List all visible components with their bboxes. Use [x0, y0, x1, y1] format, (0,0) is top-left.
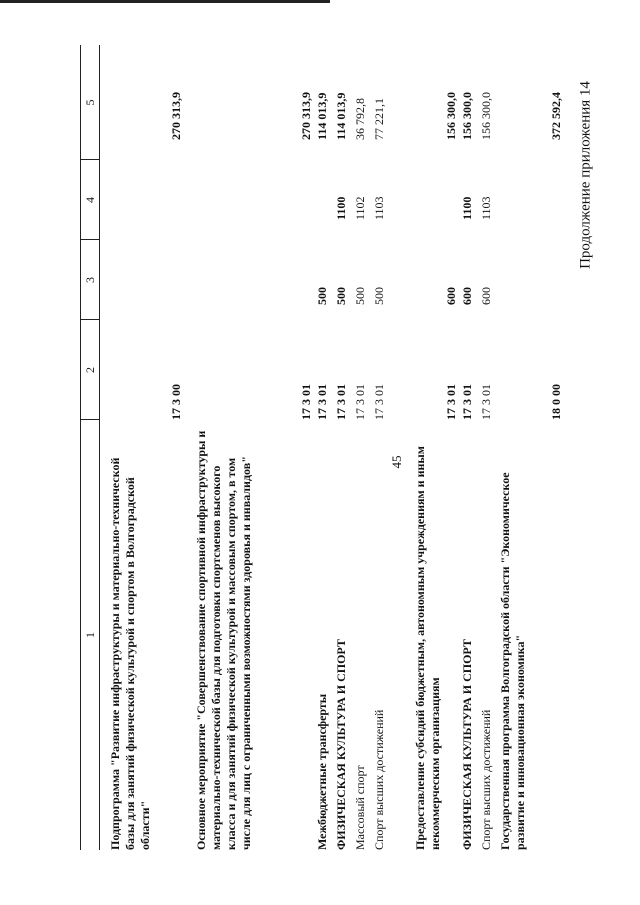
row-amount: 114 013,9 [315, 92, 329, 140]
row-name: Государственная программа Волгоградской области "Экономическое развитие и инновационная экономика" [498, 472, 527, 850]
row-group: 500 [315, 287, 329, 305]
row-name: ФИЗИЧЕСКАЯ КУЛЬТУРА И СПОРТ [334, 639, 348, 850]
row-name: Подпрограмма "Развитие инфраструктуры и материально-технической базы для занятий физической культурой и спортом в Волгоградской области" [108, 457, 152, 850]
row-name: Спорт высших достижений [372, 709, 386, 850]
row-section: 1103 [479, 196, 493, 220]
row-amount: 270 313,9 [169, 92, 183, 140]
table-row [498, 45, 564, 850]
header-col-2: 2 [83, 367, 97, 373]
table-row [108, 45, 184, 850]
row-amount: 156 300,0 [444, 92, 458, 140]
row-section: 1100 [460, 196, 474, 220]
row-code: 17 3 00 [169, 384, 183, 420]
table-row [372, 45, 388, 850]
row-code: 17 3 01 [372, 384, 386, 420]
table-row [460, 45, 476, 850]
row-group: 500 [372, 287, 386, 305]
page-number: 45 [389, 455, 404, 469]
row-code: 17 3 01 [299, 384, 313, 420]
row-section: 1100 [334, 196, 348, 220]
row-name: Массовый спорт [353, 765, 367, 850]
row-name: Межбюджетные трансферты [315, 693, 329, 850]
table-row [479, 45, 495, 850]
table-row [413, 45, 459, 850]
table-row [194, 45, 314, 850]
row-amount: 270 313,9 [299, 92, 313, 140]
row-name: Основное мероприятие "Совершенствование спортивной инфраструктуры и материально-технической базы для подготовки спортсменов высокого класса и для занятий физической культурой и массовым спортом, в том числе для лиц с ограниченными возможностями здоровья и инвалидов" [194, 430, 253, 850]
row-group: 500 [334, 287, 348, 305]
row-group: 600 [444, 287, 458, 305]
table-row [334, 45, 350, 850]
row-section: 1103 [372, 196, 386, 220]
row-code: 17 3 01 [334, 384, 348, 420]
row-amount: 114 013,9 [334, 92, 348, 140]
row-amount: 156 300,0 [460, 92, 474, 140]
row-amount: 36 792,8 [353, 98, 367, 140]
row-name: Предоставление субсидий бюджетным, автономным учреждениям и иным некоммерческим организациям [413, 446, 442, 850]
table-row [315, 45, 331, 850]
table-row [353, 45, 369, 850]
row-name: Спорт высших достижений [479, 709, 493, 850]
header-col-3: 3 [83, 277, 97, 283]
appendix-heading: Продолжение приложения 14 [577, 81, 594, 269]
row-group: 500 [353, 287, 367, 305]
row-section: 1102 [353, 196, 367, 220]
row-amount: 77 221,1 [372, 98, 386, 140]
row-name: ФИЗИЧЕСКАЯ КУЛЬТУРА И СПОРТ [460, 639, 474, 850]
row-code: 17 3 01 [460, 384, 474, 420]
top-rule [0, 0, 330, 3]
row-amount: 156 300,0 [479, 92, 493, 140]
row-amount: 372 592,4 [549, 92, 563, 140]
row-code: 18 0 00 [549, 384, 563, 420]
row-code: 17 3 01 [353, 384, 367, 420]
header-col-1: 1 [83, 632, 97, 638]
header-col-4: 4 [83, 197, 97, 203]
budget-table [80, 45, 585, 850]
row-code: 17 3 01 [479, 384, 493, 420]
row-group: 600 [460, 287, 474, 305]
row-code: 17 3 01 [444, 384, 458, 420]
table-header [80, 45, 100, 850]
row-code: 17 3 01 [315, 384, 329, 420]
row-group: 600 [479, 287, 493, 305]
header-col-5: 5 [83, 99, 97, 106]
